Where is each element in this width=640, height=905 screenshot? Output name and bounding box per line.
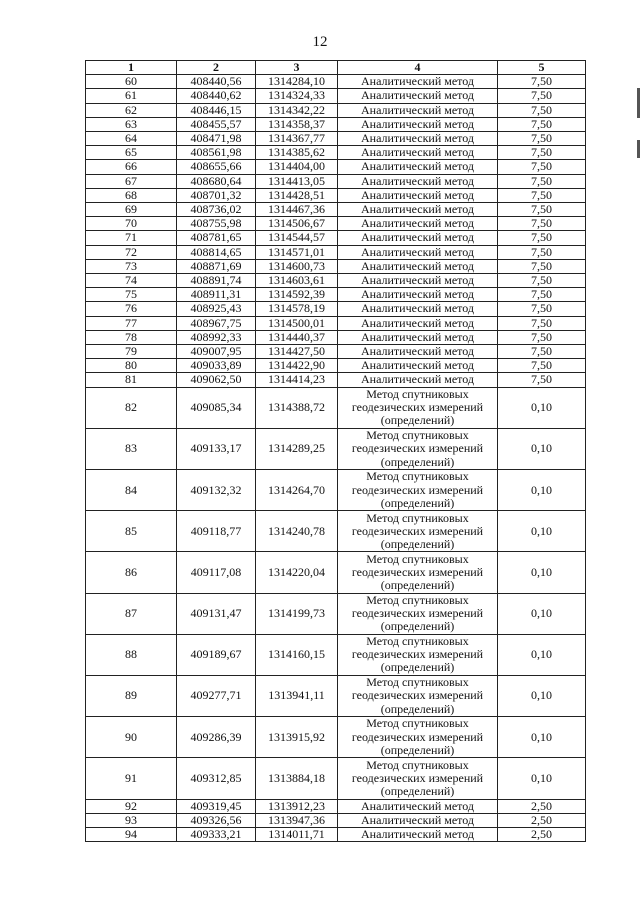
accuracy-cell: 7,50	[498, 274, 586, 288]
method-line: (определений)	[380, 536, 455, 551]
y-coordinate-cell: 1314342,22	[256, 103, 338, 117]
y-coordinate-cell: 1314467,36	[256, 203, 338, 217]
accuracy-cell: 7,50	[498, 288, 586, 302]
point-number-cell: 60	[86, 75, 177, 89]
method-line: (определений)	[380, 454, 455, 469]
point-number-cell: 82	[86, 387, 177, 428]
accuracy-cell: 7,50	[498, 330, 586, 344]
y-coordinate-cell: 1314578,19	[256, 302, 338, 316]
method-line: геодезических измерений	[351, 482, 484, 497]
y-coordinate-cell: 1314422,90	[256, 359, 338, 373]
accuracy-cell: 0,10	[498, 511, 586, 552]
method-line: Метод спутниковых	[366, 428, 469, 443]
table-row	[86, 717, 586, 758]
method-line: геодезических измерений	[351, 770, 484, 785]
accuracy-cell: 7,50	[498, 245, 586, 259]
method-cell	[338, 470, 498, 511]
table-row	[86, 302, 586, 316]
header-col-2: 2	[177, 61, 256, 75]
x-coordinate-cell: 408967,75	[177, 316, 256, 330]
accuracy-cell: 0,10	[498, 593, 586, 634]
point-number-cell: 81	[86, 373, 177, 387]
y-coordinate-cell: 1313884,18	[256, 758, 338, 799]
y-coordinate-cell: 1313941,11	[256, 675, 338, 716]
method-cell	[338, 387, 498, 428]
method-cell: Аналитический метод	[338, 373, 498, 387]
accuracy-cell: 0,10	[498, 552, 586, 593]
header-col-1: 1	[86, 61, 177, 75]
accuracy-cell: 2,50	[498, 827, 586, 841]
y-coordinate-cell: 1314500,01	[256, 316, 338, 330]
y-coordinate-cell: 1314404,00	[256, 160, 338, 174]
accuracy-cell: 7,50	[498, 217, 586, 231]
method-line: Метод спутниковых	[366, 592, 469, 607]
point-number-cell: 70	[86, 217, 177, 231]
method-line: геодезических измерений	[351, 400, 484, 415]
method-line: Метод спутниковых	[366, 716, 469, 731]
method-cell: Аналитический метод	[338, 813, 498, 827]
point-number-cell: 93	[86, 813, 177, 827]
accuracy-cell: 7,50	[498, 259, 586, 273]
method-cell: Аналитический метод	[338, 827, 498, 841]
x-coordinate-cell: 408891,74	[177, 274, 256, 288]
y-coordinate-cell: 1314289,25	[256, 428, 338, 469]
x-coordinate-cell: 408871,69	[177, 259, 256, 273]
x-coordinate-cell: 408992,33	[177, 330, 256, 344]
point-number-cell: 84	[86, 470, 177, 511]
x-coordinate-cell: 408440,62	[177, 89, 256, 103]
y-coordinate-cell: 1314240,78	[256, 511, 338, 552]
accuracy-cell: 2,50	[498, 799, 586, 813]
y-coordinate-cell: 1314199,73	[256, 593, 338, 634]
method-line: Метод спутниковых	[366, 510, 469, 525]
method-cell: Аналитический метод	[338, 231, 498, 245]
point-number-cell: 91	[86, 758, 177, 799]
table-row	[86, 827, 586, 841]
table-row	[86, 813, 586, 827]
accuracy-cell: 0,10	[498, 470, 586, 511]
accuracy-cell: 7,50	[498, 231, 586, 245]
accuracy-cell: 7,50	[498, 146, 586, 160]
method-cell: Аналитический метод	[338, 259, 498, 273]
x-coordinate-cell: 409131,47	[177, 593, 256, 634]
method-line: (определений)	[380, 578, 455, 593]
y-coordinate-cell: 1314544,57	[256, 231, 338, 245]
method-line: (определений)	[380, 784, 455, 799]
method-cell: Аналитический метод	[338, 330, 498, 344]
method-cell: Аналитический метод	[338, 245, 498, 259]
accuracy-cell: 7,50	[498, 345, 586, 359]
point-number-cell: 77	[86, 316, 177, 330]
point-number-cell: 83	[86, 428, 177, 469]
y-coordinate-cell: 1314506,67	[256, 217, 338, 231]
table-row	[86, 552, 586, 593]
y-coordinate-cell: 1314603,61	[256, 274, 338, 288]
table-row	[86, 345, 586, 359]
table-row	[86, 634, 586, 675]
table-row	[86, 217, 586, 231]
table-row	[86, 75, 586, 89]
y-coordinate-cell: 1314385,62	[256, 146, 338, 160]
accuracy-cell: 7,50	[498, 89, 586, 103]
point-number-cell: 80	[86, 359, 177, 373]
x-coordinate-cell: 409117,08	[177, 552, 256, 593]
y-coordinate-cell: 1314367,77	[256, 132, 338, 146]
x-coordinate-cell: 408471,98	[177, 132, 256, 146]
table-row	[86, 274, 586, 288]
method-cell: Аналитический метод	[338, 160, 498, 174]
point-number-cell: 73	[86, 259, 177, 273]
point-number-cell: 72	[86, 245, 177, 259]
method-line: геодезических измерений	[351, 647, 484, 662]
y-coordinate-cell: 1313915,92	[256, 717, 338, 758]
accuracy-cell: 0,10	[498, 428, 586, 469]
x-coordinate-cell: 408736,02	[177, 203, 256, 217]
x-coordinate-cell: 409085,34	[177, 387, 256, 428]
y-coordinate-cell: 1313947,36	[256, 813, 338, 827]
y-coordinate-cell: 1314571,01	[256, 245, 338, 259]
y-coordinate-cell: 1314600,73	[256, 259, 338, 273]
table-row	[86, 373, 586, 387]
y-coordinate-cell: 1314413,05	[256, 174, 338, 188]
method-line: (определений)	[380, 660, 455, 675]
point-number-cell: 75	[86, 288, 177, 302]
y-coordinate-cell: 1313912,23	[256, 799, 338, 813]
point-number-cell: 85	[86, 511, 177, 552]
x-coordinate-cell: 409277,71	[177, 675, 256, 716]
method-cell: Аналитический метод	[338, 89, 498, 103]
x-coordinate-cell: 408655,66	[177, 160, 256, 174]
table-row	[86, 231, 586, 245]
point-number-cell: 92	[86, 799, 177, 813]
coordinates-table	[85, 60, 586, 842]
x-coordinate-cell: 409189,67	[177, 634, 256, 675]
x-coordinate-cell: 409333,21	[177, 827, 256, 841]
accuracy-cell: 7,50	[498, 373, 586, 387]
table-row	[86, 799, 586, 813]
table-row	[86, 316, 586, 330]
x-coordinate-cell: 408925,43	[177, 302, 256, 316]
y-coordinate-cell: 1314414,23	[256, 373, 338, 387]
header-col-3: 3	[256, 61, 338, 75]
point-number-cell: 68	[86, 188, 177, 202]
accuracy-cell: 7,50	[498, 316, 586, 330]
method-line: Метод спутниковых	[366, 551, 469, 566]
accuracy-cell: 7,50	[498, 359, 586, 373]
method-line: (определений)	[380, 413, 455, 428]
table-row	[86, 470, 586, 511]
y-coordinate-cell: 1314011,71	[256, 827, 338, 841]
method-cell: Аналитический метод	[338, 174, 498, 188]
x-coordinate-cell: 409312,85	[177, 758, 256, 799]
y-coordinate-cell: 1314358,37	[256, 117, 338, 131]
header-col-5: 5	[498, 61, 586, 75]
table-row	[86, 288, 586, 302]
table-row	[86, 387, 586, 428]
table-row	[86, 117, 586, 131]
table-row	[86, 132, 586, 146]
method-line: геодезических измерений	[351, 441, 484, 456]
point-number-cell: 78	[86, 330, 177, 344]
method-cell	[338, 428, 498, 469]
method-cell: Аналитический метод	[338, 288, 498, 302]
method-line: (определений)	[380, 495, 455, 510]
x-coordinate-cell: 408755,98	[177, 217, 256, 231]
accuracy-cell: 0,10	[498, 675, 586, 716]
point-number-cell: 89	[86, 675, 177, 716]
method-line: геодезических измерений	[351, 564, 484, 579]
method-cell: Аналитический метод	[338, 799, 498, 813]
table-row	[86, 160, 586, 174]
accuracy-cell: 0,10	[498, 634, 586, 675]
method-line: Метод спутниковых	[366, 757, 469, 772]
method-line: геодезических измерений	[351, 606, 484, 621]
table-row	[86, 511, 586, 552]
method-cell: Аналитический метод	[338, 345, 498, 359]
method-cell: Аналитический метод	[338, 103, 498, 117]
method-cell	[338, 675, 498, 716]
y-coordinate-cell: 1314220,04	[256, 552, 338, 593]
accuracy-cell: 0,10	[498, 387, 586, 428]
method-line: геодезических измерений	[351, 729, 484, 744]
x-coordinate-cell: 409062,50	[177, 373, 256, 387]
method-cell	[338, 717, 498, 758]
method-line: (определений)	[380, 619, 455, 634]
table-row	[86, 259, 586, 273]
method-line: Метод спутниковых	[366, 634, 469, 649]
point-number-cell: 76	[86, 302, 177, 316]
x-coordinate-cell: 408701,32	[177, 188, 256, 202]
x-coordinate-cell: 409007,95	[177, 345, 256, 359]
method-line: (определений)	[380, 701, 455, 716]
accuracy-cell: 7,50	[498, 75, 586, 89]
x-coordinate-cell: 409286,39	[177, 717, 256, 758]
y-coordinate-cell: 1314427,50	[256, 345, 338, 359]
table-row	[86, 89, 586, 103]
point-number-cell: 87	[86, 593, 177, 634]
point-number-cell: 62	[86, 103, 177, 117]
method-cell	[338, 552, 498, 593]
point-number-cell: 65	[86, 146, 177, 160]
point-number-cell: 63	[86, 117, 177, 131]
method-cell	[338, 593, 498, 634]
y-coordinate-cell: 1314160,15	[256, 634, 338, 675]
method-cell: Аналитический метод	[338, 203, 498, 217]
accuracy-cell: 7,50	[498, 203, 586, 217]
method-cell	[338, 511, 498, 552]
accuracy-cell: 7,50	[498, 174, 586, 188]
x-coordinate-cell: 408911,31	[177, 288, 256, 302]
point-number-cell: 90	[86, 717, 177, 758]
x-coordinate-cell: 408680,64	[177, 174, 256, 188]
table-row	[86, 359, 586, 373]
y-coordinate-cell: 1314428,51	[256, 188, 338, 202]
table-row	[86, 330, 586, 344]
method-line: Метод спутниковых	[366, 675, 469, 690]
accuracy-cell: 0,10	[498, 717, 586, 758]
point-number-cell: 79	[86, 345, 177, 359]
method-cell: Аналитический метод	[338, 316, 498, 330]
table-row	[86, 675, 586, 716]
y-coordinate-cell: 1314388,72	[256, 387, 338, 428]
table-row	[86, 146, 586, 160]
table-row	[86, 188, 586, 202]
y-coordinate-cell: 1314324,33	[256, 89, 338, 103]
y-coordinate-cell: 1314592,39	[256, 288, 338, 302]
x-coordinate-cell: 408561,98	[177, 146, 256, 160]
accuracy-cell: 7,50	[498, 188, 586, 202]
method-line: геодезических измерений	[351, 523, 484, 538]
method-line: (определений)	[380, 742, 455, 757]
method-line: Метод спутниковых	[366, 469, 469, 484]
x-coordinate-cell: 408781,65	[177, 231, 256, 245]
table-row	[86, 203, 586, 217]
x-coordinate-cell: 409033,89	[177, 359, 256, 373]
y-coordinate-cell: 1314440,37	[256, 330, 338, 344]
method-cell: Аналитический метод	[338, 217, 498, 231]
method-line: Метод спутниковых	[366, 386, 469, 401]
method-cell: Аналитический метод	[338, 132, 498, 146]
accuracy-cell: 7,50	[498, 160, 586, 174]
table-row	[86, 103, 586, 117]
point-number-cell: 88	[86, 634, 177, 675]
method-line: геодезических измерений	[351, 688, 484, 703]
x-coordinate-cell: 408814,65	[177, 245, 256, 259]
point-number-cell: 69	[86, 203, 177, 217]
x-coordinate-cell: 408446,15	[177, 103, 256, 117]
accuracy-cell: 0,10	[498, 758, 586, 799]
method-cell: Аналитический метод	[338, 146, 498, 160]
table-row	[86, 758, 586, 799]
table-row	[86, 174, 586, 188]
method-cell	[338, 758, 498, 799]
table-row	[86, 245, 586, 259]
point-number-cell: 61	[86, 89, 177, 103]
point-number-cell: 94	[86, 827, 177, 841]
method-cell: Аналитический метод	[338, 302, 498, 316]
page-number: 12	[312, 34, 328, 50]
method-cell: Аналитический метод	[338, 274, 498, 288]
header-col-4: 4	[338, 61, 498, 75]
method-cell	[338, 634, 498, 675]
point-number-cell: 64	[86, 132, 177, 146]
x-coordinate-cell: 409326,56	[177, 813, 256, 827]
method-cell: Аналитический метод	[338, 359, 498, 373]
accuracy-cell: 7,50	[498, 117, 586, 131]
y-coordinate-cell: 1314264,70	[256, 470, 338, 511]
point-number-cell: 67	[86, 174, 177, 188]
x-coordinate-cell: 409132,32	[177, 470, 256, 511]
table-header-row	[86, 61, 586, 75]
point-number-cell: 74	[86, 274, 177, 288]
point-number-cell: 71	[86, 231, 177, 245]
x-coordinate-cell: 408440,56	[177, 75, 256, 89]
x-coordinate-cell: 409133,17	[177, 428, 256, 469]
table-row	[86, 593, 586, 634]
method-cell: Аналитический метод	[338, 117, 498, 131]
x-coordinate-cell: 409118,77	[177, 511, 256, 552]
y-coordinate-cell: 1314284,10	[256, 75, 338, 89]
method-cell: Аналитический метод	[338, 188, 498, 202]
accuracy-cell: 7,50	[498, 103, 586, 117]
accuracy-cell: 7,50	[498, 132, 586, 146]
table-body	[86, 75, 586, 842]
accuracy-cell: 7,50	[498, 302, 586, 316]
point-number-cell: 86	[86, 552, 177, 593]
method-cell: Аналитический метод	[338, 75, 498, 89]
x-coordinate-cell: 408455,57	[177, 117, 256, 131]
x-coordinate-cell: 409319,45	[177, 799, 256, 813]
point-number-cell: 66	[86, 160, 177, 174]
accuracy-cell: 2,50	[498, 813, 586, 827]
table-row	[86, 428, 586, 469]
